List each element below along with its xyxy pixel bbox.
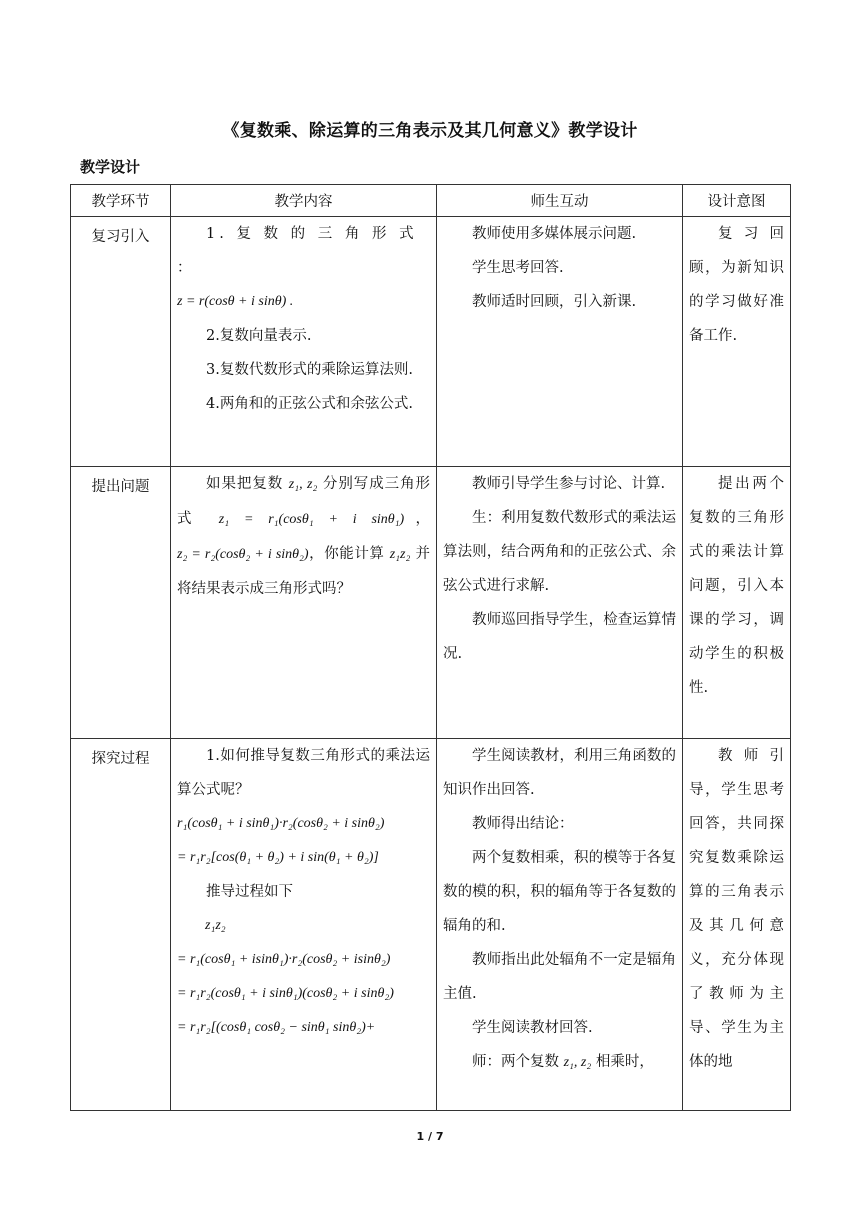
intent-cell: 提出两个复数的三角形式的乘法计算问题，引入本课的学习，调动学生的积极性. [683, 467, 791, 739]
stage-cell: 复习引入 [71, 217, 171, 467]
table-header-row [71, 185, 791, 217]
interaction-cell: 教师使用多媒体展示问题. 学生思考回答. 教师适时回顾，引入新课. [437, 217, 683, 467]
interaction-cell: 学生阅读教材，利用三角函数的知识作出回答. 教师得出结论： 两个复数相乘，积的模等于各复数的模的积，积的辐角等于各复数的辐角的和. 教师指出此处辐角不一定是辐角主值. 学生阅读教材回答. 师：两个复数 z₁, z₂ 相乘时， [437, 739, 683, 1111]
formula: z₁z₂ [389, 547, 411, 562]
formula: r₁(cosθ₁ + i sinθ₁)·r₂(cosθ₂ + i sinθ₂) [177, 816, 385, 831]
formula: = r₁(cosθ₁ + isinθ₁)·r₂(cosθ₂ + isinθ₂) [177, 952, 391, 967]
teaching-design-table [70, 184, 791, 1111]
interaction-cell: 教师引导学生参与讨论、计算. 生：利用复数代数形式的乘法运算法则，结合两角和的正弦公式、余弦公式进行求解. 教师巡回指导学生，检查运算情况. [437, 467, 683, 739]
formula: z₁z₂ [205, 918, 226, 933]
formula: z = r(cosθ + i sinθ) . [177, 294, 294, 309]
page-title: 《复数乘、除运算的三角表示及其几何意义》教学设计 [222, 121, 638, 141]
table-row [71, 467, 791, 739]
stage-cell: 提出问题 [71, 467, 171, 739]
header-stage: 教学环节 [71, 185, 171, 217]
formula: z₂ = r₂(cosθ₂ + i sinθ₂) [177, 547, 309, 562]
formula: = r₁r₂(cosθ₁ + i sinθ₁)(cosθ₂ + i sinθ₂) [177, 986, 394, 1001]
header-content: 教学内容 [171, 185, 437, 217]
formula: z₁ = r₁(cosθ₁ + i sinθ₁) [218, 512, 405, 527]
table-row [71, 739, 791, 1111]
content-cell: 1.如何推导复数三角形式的乘法运算公式呢？ r₁(cosθ₁ + i sinθ₁)·r₂(cosθ₂ + i sinθ₂) = r₁r₂[cos(θ₁ + θ₂) + i sin(θ₁ + θ₂)] 推导过程如下 z₁z₂ = r₁(cosθ₁ + isinθ₁)·r₂(cosθ₂ + isinθ₂) = r₁r₂(cosθ₁ + i sinθ₁)(cosθ₂ + i sinθ₂) = r₁r₂[(cosθ₁ cosθ₂ − sinθ₁ sinθ₂)+ [171, 739, 437, 1111]
intent-cell: 教师引导，学生思考回答，共同探究复数乘除运算的三角表示及其几何意义，充分体现了教师为主导、学生为主体的地 [683, 739, 791, 1111]
stage-cell: 探究过程 [71, 739, 171, 1111]
header-intent: 设计意图 [683, 185, 791, 217]
section-label: 教学设计 [80, 158, 141, 176]
content-cell: 如果把复数 z₁, z₂ 分别写成三角形式 z₁ = r₁(cosθ₁ + i sinθ₁)， z₂ = r₂(cosθ₂ + i sinθ₂)，你能计算 z₁z₂ 并将结果表示成三角形式吗？ [171, 467, 437, 739]
content-cell: 1. 复 数 的 三 角 形 式 ： z = r(cosθ + i sinθ) . 2.复数向量表示. 3.复数代数形式的乘除运算法则. 4.两角和的正弦公式和余弦公式. [171, 217, 437, 467]
intent-cell: 复习回顾，为新知识的学习做好准备工作. [683, 217, 791, 467]
formula: = r₁r₂[cos(θ₁ + θ₂) + i sin(θ₁ + θ₂)] [177, 850, 379, 865]
header-interaction: 师生互动 [437, 185, 683, 217]
formula: z₁, z₂ [563, 1055, 592, 1070]
table-row [71, 217, 791, 467]
formula: = r₁r₂[(cosθ₁ cosθ₂ − sinθ₁ sinθ₂)+ [177, 1020, 376, 1035]
page-number: 1 / 7 [416, 1130, 444, 1143]
formula: z₁, z₂ [288, 477, 318, 492]
